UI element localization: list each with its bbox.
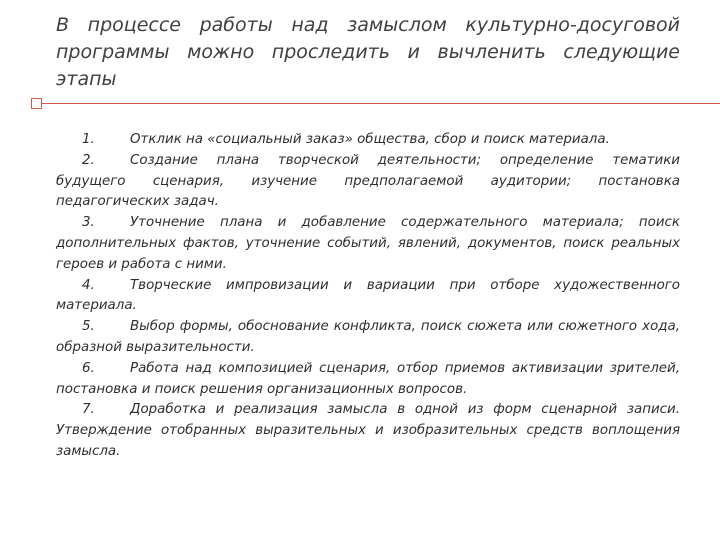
stage-number: 4. xyxy=(82,277,95,293)
title-divider-line xyxy=(36,103,720,104)
stage-item-1 xyxy=(56,130,680,151)
stage-item-6 xyxy=(56,359,680,401)
stage-number: 1. xyxy=(82,132,95,147)
stage-text: Творческие импровизации и вариации при отборе художественного материала. xyxy=(56,277,680,314)
stage-text: Уточнение плана и добавление содержательного материала; поиск дополнительных фактов, уточнение событий, явлений, документов, поиск реальных героев и работа с ними. xyxy=(56,215,680,272)
slide-title: В процессе работы над замыслом культурно-досуговой программы можно проследить и вычленить следующие этапы xyxy=(56,14,680,90)
divider-square-marker xyxy=(31,98,42,109)
stage-text: Выбор формы, обоснование конфликта, поиск сюжета или сюжетного хода, образной выразительности. xyxy=(56,319,680,355)
stage-item-4 xyxy=(56,276,680,318)
stage-number: 3. xyxy=(82,215,95,231)
stage-text: Отклик на «социальный заказ» общества, сбор и поиск материала. xyxy=(130,132,610,147)
stage-item-2 xyxy=(56,151,680,213)
stage-number: 7. xyxy=(82,402,95,418)
stage-number: 6. xyxy=(82,360,95,376)
stage-item-3 xyxy=(56,213,680,275)
stage-text: Доработка и реализация замысла в одной из форм сценарной записи. Утверждение отобранных выразительных и изобразительных средств воплощения замысла. xyxy=(56,402,680,459)
stage-text: Создание плана творческой деятельности; определение тематики будущего сценария, изучение предполагаемой аудитории; постановка педагогических задач. xyxy=(56,152,680,210)
stages-list xyxy=(56,130,680,463)
stage-text: Работа над композицией сценария, отбор приемов активизации зрителей, постановка и поиск решения организационных вопросов. xyxy=(56,360,680,397)
stage-item-7 xyxy=(56,400,680,462)
stage-item-5 xyxy=(56,317,680,359)
stage-number: 5. xyxy=(82,319,95,335)
stage-number: 2. xyxy=(82,152,95,168)
